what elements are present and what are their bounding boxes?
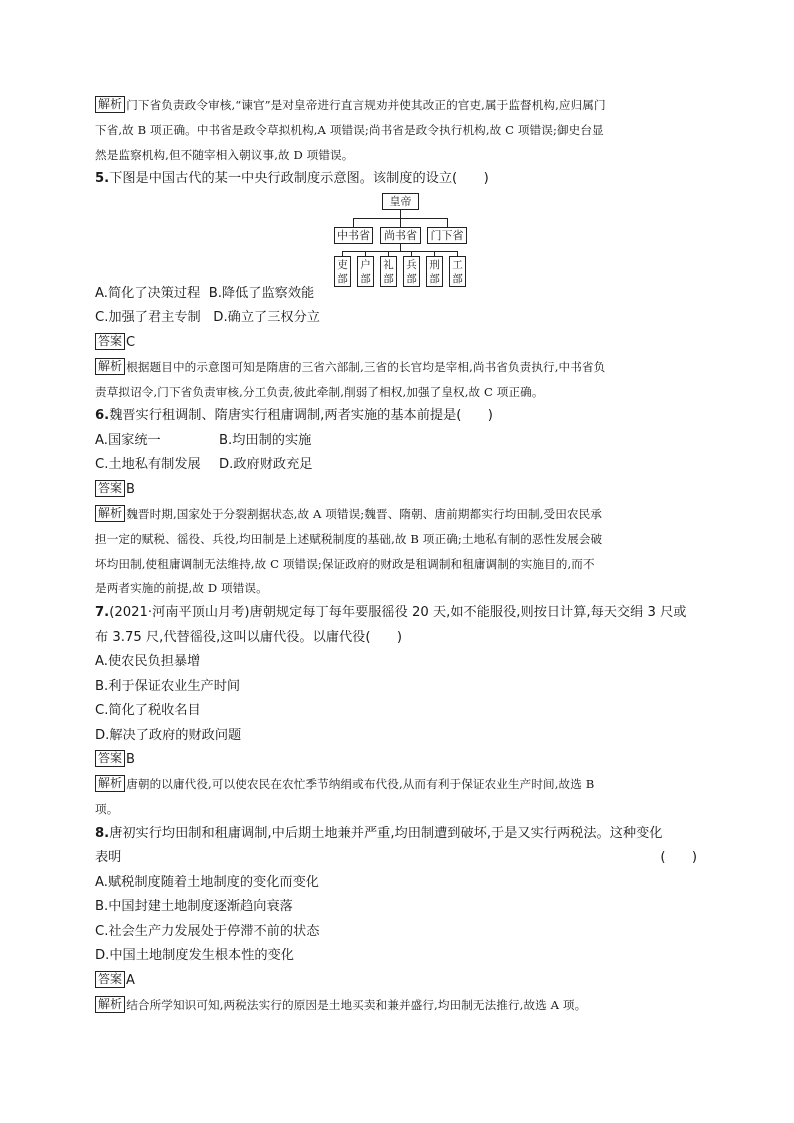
page-content	[95, 93, 705, 1018]
question-8-answer	[95, 969, 705, 993]
question-7-stem	[95, 601, 705, 626]
question-8-stem	[95, 822, 705, 847]
explanation-line: 责草拟诏令,门下省负责审核,分工负责,彼此牵制,削弱了相权,加强了皇权,故 C 项正确。	[95, 384, 544, 399]
option-a: A.赋税制度随着土地制度的变化而变化	[95, 874, 319, 890]
three-departments-diagram	[95, 192, 705, 285]
question-6-options-row2	[95, 453, 705, 478]
option-a: A.简化了决策过程	[95, 285, 201, 301]
option-a: A.国家统一	[95, 432, 161, 448]
question-text: 布 3.75 尺,代替徭役,这叫以庸代役。以庸代役( )	[95, 629, 402, 645]
diagram-ministry-box	[380, 256, 397, 287]
question-8-explanation	[95, 993, 705, 1018]
connector-line	[447, 218, 448, 227]
explanation-line: 魏晋时期,国家处于分裂割据状态,故 A 项错误;魏晋、隋朝、唐前期都实行均田制,受田农民承	[126, 506, 602, 521]
diagram-ministry-box	[357, 256, 374, 287]
explanation-tag: 解析	[95, 358, 125, 375]
ministry-char: 部	[452, 272, 463, 285]
explanation-line: 结合所学知识可知,两税法实行的原因是土地买卖和兼并盛行,均田制无法推行,故选 A 项。	[126, 997, 587, 1012]
answer-tag: 答案	[95, 971, 125, 988]
option-d: D.政府财政充足	[219, 457, 313, 473]
explanation-line: 担一定的赋税、徭役、兵役,均田制是上述赋税制度的基础,故 B 项正确;土地私有制的恶性发展会破	[95, 531, 603, 546]
question-text: 表明	[95, 850, 122, 866]
ministry-char: 工	[452, 258, 463, 271]
ministry-char: 吏	[337, 258, 348, 271]
ministry-char: 礼	[383, 258, 394, 271]
option-b: B.利于保证农业生产时间	[95, 678, 241, 694]
diagram-ministry-box	[426, 256, 443, 287]
diagram-shangshu-box: 尚书省	[380, 227, 421, 244]
question-7-explanation	[95, 772, 705, 797]
option-d: D.确立了三权分立	[213, 310, 320, 326]
question-text: 唐初实行均田制和租庸调制,中后期土地兼并严重,均田制遭到破坏,于是又实行两税法。这种变化	[109, 825, 663, 841]
explanation-tag: 解析	[95, 505, 125, 522]
ministry-char: 部	[360, 272, 371, 285]
connector-line	[400, 218, 401, 227]
question-text: 魏晋实行租调制、隋唐实行租庸调制,两者实施的基本前提是( )	[109, 408, 493, 424]
question-6-stem	[95, 404, 705, 429]
diagram-ministry-box	[449, 256, 466, 287]
ministry-char: 部	[429, 272, 440, 285]
explanation-line: 下省,故 B 项正确。中书省是政令草拟机构,A 项错误;尚书省是政令执行机构,故 C 项错误;御史台显	[95, 122, 604, 137]
explanation-line: 项。	[95, 801, 119, 816]
answer-tag: 答案	[95, 750, 125, 767]
answer-value: C	[126, 334, 136, 350]
diagram-menxia-box: 门下省	[427, 227, 467, 244]
option-d: D.解决了政府的财政问题	[95, 727, 242, 743]
option-b: B.降低了监察效能	[208, 285, 315, 301]
question-text: 下图是中国古代的某一中央行政制度示意图。该制度的设立( )	[109, 171, 489, 187]
question-6-options-row1	[95, 429, 705, 454]
question-5-stem	[95, 167, 705, 192]
option-c: C.社会生产力发展处于停滞不前的状态	[95, 923, 320, 939]
answer-tag: 答案	[95, 333, 125, 350]
option-d: D.中国土地制度发生根本性的变化	[95, 948, 294, 964]
ministry-char: 刑	[429, 258, 440, 271]
explanation-line: 坏均田制,使租庸调制无法维持,故 C 项错误;保证政府的财政是租调制和租庸调制的实施目的,而不	[95, 556, 595, 571]
question-number: 7.	[95, 605, 110, 621]
option-c: C.简化了税收名目	[95, 703, 201, 719]
question-5-options-row1	[95, 282, 705, 307]
explanation-line: 门下省负责政令审核,“谏官”是对皇帝进行直言规劝并使其改正的官吏,属于监督机构,应归属门	[126, 98, 606, 112]
option-b: B.均田制的实施	[219, 432, 312, 448]
option-b: B.中国封建土地制度逐渐趋向衰落	[95, 899, 293, 915]
answer-bracket: ( )	[660, 850, 697, 866]
question-5-options-row2	[95, 306, 705, 331]
option-a: A.使农民负担暴增	[95, 654, 201, 670]
connector-line	[342, 251, 457, 252]
ministry-char: 兵	[406, 258, 417, 271]
explanation-q4	[95, 93, 705, 118]
ministry-char: 户	[360, 258, 371, 271]
explanation-tag: 解析	[95, 775, 125, 792]
ministry-char: 部	[337, 272, 348, 285]
question-5-explanation	[95, 355, 705, 380]
diagram-emperor-box: 皇帝	[382, 193, 419, 210]
question-8-stem-cont	[95, 846, 705, 871]
explanation-tag: 解析	[95, 996, 125, 1013]
question-text: (2021·河南平顶山月考)唐朝规定每丁每年要服徭役 20 天,如不能服役,则按日计算,每天交绢 3 尺或	[109, 605, 687, 621]
option-c: C.加强了君主专制	[95, 310, 201, 326]
question-5-answer	[95, 331, 705, 355]
explanation-line: 根据题目中的示意图可知是隋唐的三省六部制,三省的长官均是宰相,尚书省负责执行,中书省负	[126, 359, 606, 374]
answer-tag: 答案	[95, 480, 125, 497]
diagram-ministry-box	[334, 256, 351, 287]
answer-value: B	[126, 481, 135, 497]
explanation-line: 是两者实施的前提,故 D 项错误。	[95, 581, 268, 596]
answer-value: A	[126, 972, 135, 988]
answer-value: B	[126, 752, 135, 768]
question-6-explanation	[95, 502, 705, 527]
explanation-line: 然是监察机构,但不随宰相入朝议事,故 D 项错误。	[95, 147, 354, 162]
explanation-tag: 解析	[95, 96, 125, 113]
question-number: 6.	[95, 408, 110, 424]
explanation-line: 唐朝的以庸代役,可以使农民在农忙季节纳绢或布代役,从而有利于保证农业生产时间,故选 B	[126, 777, 595, 792]
question-number: 8.	[95, 825, 110, 841]
question-7-answer	[95, 748, 705, 772]
ministry-char: 部	[383, 272, 394, 285]
diagram-zhongshu-box: 中书省	[334, 227, 373, 244]
diagram-ministry-box	[403, 256, 420, 287]
connector-line	[353, 218, 354, 227]
option-c: C.土地私有制发展	[95, 457, 201, 473]
question-number: 5.	[95, 171, 110, 187]
ministry-char: 部	[406, 272, 417, 285]
question-6-answer	[95, 478, 705, 502]
